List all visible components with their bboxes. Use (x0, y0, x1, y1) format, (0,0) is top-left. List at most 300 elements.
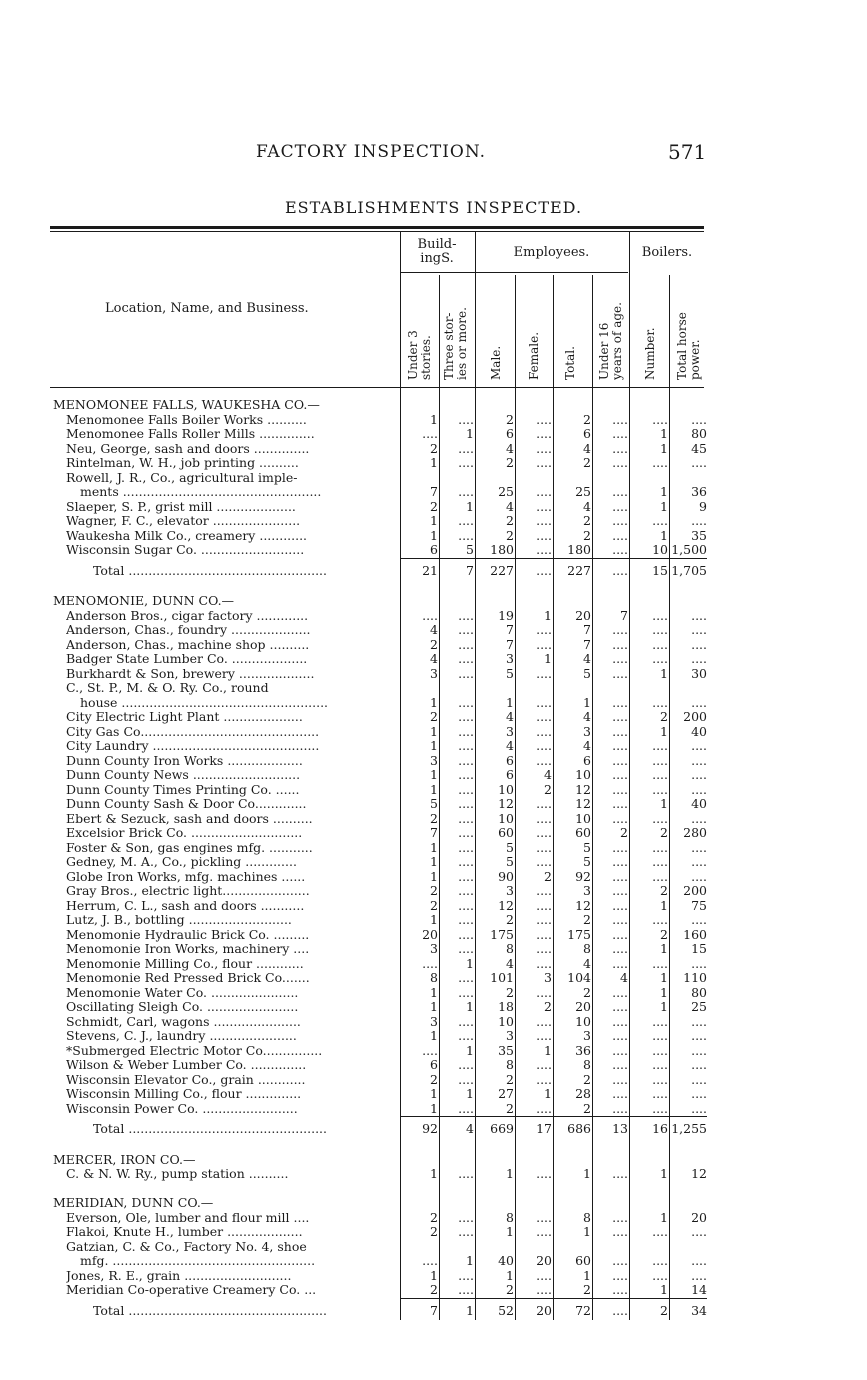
table-row (0, 986, 867, 1001)
cell-three-stories-or-more: .... (458, 839, 474, 855)
cell-under-3-stories: 3 (430, 752, 438, 768)
cell-under-3-stories: 3 (430, 941, 438, 956)
cell-horse-power: .... (691, 1267, 707, 1283)
cell-horse-power: 30 (691, 665, 707, 681)
cell-boiler-number: 1 (660, 440, 668, 456)
cell-male: 3 (506, 723, 514, 739)
table-row (0, 957, 867, 972)
cell-female: .... (536, 542, 552, 557)
cell-boiler-number: 1 (660, 723, 668, 739)
table-row (0, 855, 867, 870)
cell-male: 8 (506, 1057, 514, 1072)
cell-total: 3 (583, 1028, 591, 1043)
total-row (0, 1116, 867, 1138)
cell-horse-power: 1,255 (671, 1121, 707, 1136)
header-under-3-stories: Under 3 stories. (406, 330, 433, 380)
running-title: FACTORY INSPECTION. (256, 142, 487, 162)
row-label: Gatzian, C. & Co., Factory No. 4, shoe (66, 1239, 307, 1254)
cell-boiler-number: 1 (660, 999, 668, 1014)
cell-male: 6 (506, 426, 514, 441)
cell-three-stories-or-more: .... (458, 970, 474, 985)
table-row (0, 696, 867, 711)
row-label: Menomonie Water Co. ...................... (66, 985, 299, 1000)
cell-under-3-stories: 1 (430, 527, 438, 543)
boilers-header: Boilers. (641, 245, 693, 260)
cell-male: 180 (490, 542, 514, 557)
cell-female: .... (536, 955, 552, 971)
row-label: Ebert & Sezuck, sash and doors .......... (66, 811, 313, 826)
cell-horse-power: .... (691, 694, 707, 710)
row-label: Dunn County Times Printing Co. ...... (66, 782, 300, 797)
cell-under-3-stories: 3 (430, 665, 438, 681)
row-label: Excelsior Brick Co. ............................ (66, 826, 303, 840)
cell-three-stories-or-more: .... (458, 897, 474, 913)
cell-under-3-stories: 2 (430, 883, 438, 898)
cell-three-stories-or-more: .... (458, 738, 474, 753)
row-label: Anderson, Chas., foundry .................... (66, 623, 311, 637)
table-row (0, 1015, 867, 1030)
row-label: Menomonee Falls Roller Mills .............. (66, 427, 315, 441)
buildings-header: Build- ingS. (417, 237, 457, 266)
cell-female: .... (536, 562, 552, 578)
cell-boiler-number: 2 (660, 709, 668, 724)
cell-under-3-stories: 7 (430, 825, 438, 840)
cell-under-16: .... (612, 941, 628, 956)
cell-boiler-number: .... (652, 854, 668, 869)
cell-under-16: .... (612, 810, 628, 826)
table-row (0, 884, 867, 899)
cell-boiler-number: .... (652, 1267, 668, 1283)
cell-under-16: .... (612, 709, 628, 724)
cell-under-3-stories: 1 (430, 738, 438, 753)
cell-under-16: .... (612, 926, 628, 942)
cell-horse-power: .... (691, 1071, 707, 1087)
cell-female: .... (536, 455, 552, 470)
spacer-row (0, 580, 867, 595)
cell-three-stories-or-more: .... (458, 513, 474, 528)
cell-boiler-number: .... (652, 1224, 668, 1239)
cell-boiler-number: .... (652, 767, 668, 782)
cell-male: 90 (498, 868, 514, 884)
cell-under-3-stories: .... (422, 607, 438, 623)
cell-under-16: .... (612, 1267, 628, 1283)
cell-boiler-number: .... (652, 455, 668, 470)
cell-under-3-stories: 2 (430, 1224, 438, 1239)
cell-boiler-number: .... (652, 636, 668, 652)
table-row (0, 442, 867, 457)
cell-under-3-stories: 1 (430, 1267, 438, 1283)
cell-female: .... (536, 1071, 552, 1087)
cell-male: 2 (506, 513, 514, 528)
table-row (0, 638, 867, 653)
cell-boiler-number: .... (652, 1253, 668, 1268)
cell-under-16: .... (612, 411, 628, 427)
cell-under-3-stories: .... (422, 1042, 438, 1058)
cell-horse-power: .... (691, 1253, 707, 1268)
cell-three-stories-or-more: .... (458, 440, 474, 456)
table-row (0, 928, 867, 943)
cell-boiler-number: 1 (660, 941, 668, 956)
cell-female: .... (536, 912, 552, 927)
table-row (0, 783, 867, 798)
cell-horse-power: .... (691, 738, 707, 753)
cell-under-16: .... (612, 912, 628, 927)
cell-total: 2 (583, 984, 591, 1000)
row-label: Slaeper, S. P., grist mill .................... (66, 499, 296, 514)
cell-female: 2 (544, 868, 552, 884)
row-label: Dunn County Sash & Door Co............. (66, 797, 307, 811)
cell-total: 2 (583, 1282, 591, 1297)
cell-under-3-stories: 1 (430, 1028, 438, 1043)
cell-under-16: .... (612, 767, 628, 782)
cell-three-stories-or-more: .... (458, 1057, 474, 1072)
cell-boiler-number: .... (652, 1100, 668, 1116)
employees-header: Employees. (513, 245, 590, 260)
cell-total: 12 (575, 897, 591, 913)
cell-boiler-number: .... (652, 912, 668, 927)
cell-three-stories-or-more: .... (458, 1100, 474, 1116)
cell-under-3-stories: 1 (430, 868, 438, 884)
table-row (0, 1073, 867, 1088)
row-label: Burkhardt & Son, brewery ................... (66, 666, 315, 681)
cell-under-16: .... (612, 440, 628, 456)
cell-under-16: .... (612, 484, 628, 499)
cell-under-16: .... (612, 1071, 628, 1087)
cell-under-3-stories: 7 (430, 1302, 438, 1318)
cell-three-stories-or-more: .... (458, 926, 474, 942)
cell-under-3-stories: .... (422, 955, 438, 971)
cell-male: 40 (498, 1253, 514, 1268)
cell-under-3-stories: 5 (430, 796, 438, 811)
table-row (0, 543, 867, 558)
cell-horse-power: .... (691, 1042, 707, 1058)
table-row (0, 500, 867, 515)
row-label: Globe Iron Works, mfg. machines ...... (66, 869, 306, 884)
row-label: Dunn County Iron Works ................... (66, 753, 303, 768)
cell-three-stories-or-more: .... (458, 796, 474, 811)
cell-total: 5 (583, 854, 591, 869)
cell-horse-power: 25 (691, 999, 707, 1014)
section-title: ESTABLISHMENTS INSPECTED. (284, 198, 583, 217)
cell-horse-power: 40 (691, 796, 707, 811)
row-label: Gedney, M. A., Co., pickling ............. (66, 855, 297, 869)
cell-horse-power: 40 (691, 723, 707, 739)
cell-under-16: .... (612, 1253, 628, 1268)
header-horse-power: Total horse power. (675, 312, 702, 380)
cell-horse-power: 34 (691, 1302, 707, 1318)
cell-total: 3 (583, 883, 591, 898)
cell-three-stories-or-more: 4 (466, 1121, 474, 1136)
row-label: City Electric Light Plant .................... (66, 710, 303, 724)
cell-horse-power: 36 (691, 484, 707, 499)
row-label: Gray Bros., electric light...................... (66, 884, 310, 898)
cell-boiler-number: 1 (660, 1282, 668, 1297)
cell-male: 4 (506, 498, 514, 514)
table-row (0, 1000, 867, 1015)
row-label: City Laundry .......................................... (66, 739, 320, 753)
cell-male: 52 (498, 1302, 514, 1318)
cell-under-16: .... (612, 999, 628, 1014)
table-row (0, 768, 867, 783)
cell-under-3-stories: 8 (430, 970, 438, 985)
cell-three-stories-or-more: .... (458, 825, 474, 840)
cell-under-3-stories: 1 (430, 411, 438, 427)
section-label: MERIDIAN, DUNN CO.— (53, 1196, 214, 1210)
cell-total: 72 (575, 1302, 591, 1318)
cell-three-stories-or-more: 5 (466, 542, 474, 557)
cell-three-stories-or-more: .... (458, 1209, 474, 1225)
cell-total: 12 (575, 796, 591, 811)
cell-under-16: .... (612, 1057, 628, 1072)
cell-under-3-stories: 1 (430, 513, 438, 528)
cell-female: .... (536, 1267, 552, 1283)
row-label: C. & N. W. Ry., pump station .......... (66, 1167, 289, 1181)
cell-under-16: .... (612, 796, 628, 811)
spacer-row (0, 1182, 867, 1197)
row-label: Menomonie Hydraulic Brick Co. ......... (66, 927, 310, 942)
cell-boiler-number: 1 (660, 796, 668, 811)
cell-three-stories-or-more: 1 (466, 1086, 474, 1101)
cell-boiler-number: .... (652, 868, 668, 884)
cell-female: .... (536, 984, 552, 1000)
cell-male: 19 (498, 607, 514, 623)
cell-boiler-number: 1 (660, 498, 668, 514)
cell-total: 2 (583, 1071, 591, 1087)
cell-total: 2 (583, 527, 591, 543)
table-top-rule (50, 226, 704, 229)
cell-three-stories-or-more: .... (458, 1224, 474, 1239)
cell-under-16: .... (612, 984, 628, 1000)
cell-three-stories-or-more: .... (458, 1166, 474, 1181)
header-total: Total. (563, 346, 577, 380)
cell-under-16: .... (612, 636, 628, 652)
cell-under-3-stories: 4 (430, 622, 438, 637)
cell-total: 1 (583, 1267, 591, 1283)
cell-female: .... (536, 723, 552, 739)
row-label: Menomonie Milling Co., flour ............ (66, 956, 304, 971)
cell-female: 20 (536, 1253, 552, 1268)
table-row (0, 841, 867, 856)
cell-horse-power: .... (691, 854, 707, 869)
table-row (0, 913, 867, 928)
cell-total: 7 (583, 622, 591, 637)
cell-total: 1 (583, 1224, 591, 1239)
table-row (0, 485, 867, 500)
cell-under-16: .... (612, 694, 628, 710)
cell-total: 2 (583, 1100, 591, 1116)
cell-female: .... (536, 810, 552, 826)
cell-male: 669 (490, 1121, 514, 1136)
cell-total: 180 (567, 542, 591, 557)
cell-total: 2 (583, 455, 591, 470)
table-row (0, 1087, 867, 1102)
cell-horse-power: .... (691, 1057, 707, 1072)
cell-female: 17 (536, 1121, 552, 1136)
row-label: Wisconsin Power Co. ........................ (66, 1101, 298, 1116)
cell-horse-power: .... (691, 636, 707, 652)
cell-total: 7 (583, 636, 591, 652)
cell-under-3-stories: 1 (430, 1166, 438, 1181)
cell-horse-power: 75 (691, 897, 707, 913)
cell-male: 5 (506, 854, 514, 869)
cell-female: .... (536, 825, 552, 840)
cell-female: 2 (544, 781, 552, 797)
cell-three-stories-or-more: 1 (466, 999, 474, 1014)
cell-male: 5 (506, 665, 514, 681)
cell-total: 4 (583, 498, 591, 514)
cell-boiler-number: .... (652, 752, 668, 768)
total-row (0, 558, 867, 580)
row-label: Meridian Co-operative Creamery Co. ... (66, 1283, 317, 1297)
cell-horse-power: .... (691, 752, 707, 768)
cell-female: .... (536, 738, 552, 753)
cell-total: 10 (575, 1013, 591, 1029)
cell-three-stories-or-more: .... (458, 607, 474, 623)
table-row (0, 826, 867, 841)
cell-boiler-number: .... (652, 781, 668, 797)
table-row (0, 870, 867, 885)
cell-female: 1 (544, 1086, 552, 1101)
section-heading-row (0, 594, 867, 609)
cell-total: 10 (575, 767, 591, 782)
row-label: Badger State Lumber Co. ................... (66, 652, 308, 666)
cell-male: 10 (498, 810, 514, 826)
table-row (0, 514, 867, 529)
cell-three-stories-or-more: .... (458, 1071, 474, 1087)
cell-male: 3 (506, 883, 514, 898)
cell-boiler-number: 1 (660, 984, 668, 1000)
row-label: Flakoi, Knute H., lumber ................... (66, 1225, 303, 1239)
cell-horse-power: 160 (683, 926, 707, 942)
cell-under-16: .... (612, 622, 628, 637)
cell-under-3-stories: 1 (430, 723, 438, 739)
cell-total: 8 (583, 1057, 591, 1072)
cell-boiler-number: 2 (660, 1302, 668, 1318)
cell-under-3-stories: 7 (430, 484, 438, 499)
cell-under-3-stories: 2 (430, 636, 438, 652)
cell-male: 60 (498, 825, 514, 840)
cell-female: .... (536, 498, 552, 514)
cell-under-16: .... (612, 455, 628, 470)
cell-boiler-number: 16 (652, 1121, 668, 1136)
row-label: ments .................................................. (80, 485, 322, 499)
cell-boiler-number: 1 (660, 970, 668, 985)
cell-under-16: .... (612, 1224, 628, 1239)
cell-under-3-stories: 21 (422, 562, 438, 578)
header-female: Female. (527, 331, 541, 380)
cell-under-16: .... (612, 1086, 628, 1101)
cell-male: 4 (506, 440, 514, 456)
cell-female: .... (536, 411, 552, 427)
cell-under-16: .... (612, 498, 628, 514)
section-label: MENOMONEE FALLS, WAUKESHA CO.— (53, 398, 320, 412)
cell-three-stories-or-more: 1 (466, 1253, 474, 1268)
cell-horse-power: .... (691, 810, 707, 826)
table-row (0, 899, 867, 914)
cell-female: 1 (544, 1042, 552, 1058)
cell-boiler-number: .... (652, 1057, 668, 1072)
table-row (0, 725, 867, 740)
cell-under-16: .... (612, 1042, 628, 1058)
row-label: house .................................................... (80, 695, 329, 710)
cell-under-3-stories: 2 (430, 1282, 438, 1297)
cell-female: 1 (544, 651, 552, 666)
table-row (0, 1058, 867, 1073)
cell-under-16: .... (612, 839, 628, 855)
cell-horse-power: 200 (683, 883, 707, 898)
cell-male: 4 (506, 738, 514, 753)
row-label: City Gas Co............................................. (66, 724, 320, 739)
cell-three-stories-or-more: .... (458, 709, 474, 724)
cell-three-stories-or-more: .... (458, 484, 474, 499)
cell-boiler-number: 1 (660, 426, 668, 441)
page-number: 571 (668, 140, 707, 164)
table-row (0, 942, 867, 957)
cell-three-stories-or-more: .... (458, 781, 474, 797)
cell-female: .... (536, 1028, 552, 1043)
cell-under-16: .... (612, 1302, 628, 1318)
cell-male: 2 (506, 1071, 514, 1087)
page-header (0, 142, 867, 168)
cell-horse-power: .... (691, 1100, 707, 1116)
cell-male: 10 (498, 1013, 514, 1029)
cell-female: .... (536, 1166, 552, 1181)
cell-male: 1 (506, 1166, 514, 1181)
cell-female: 2 (544, 999, 552, 1014)
cell-under-3-stories: 2 (430, 498, 438, 514)
header-bottom-rule (50, 387, 704, 388)
cell-female: 1 (544, 607, 552, 623)
cell-horse-power: .... (691, 955, 707, 971)
cell-female: .... (536, 636, 552, 652)
section-label: MENOMONIE, DUNN CO.— (53, 594, 235, 608)
cell-total: 6 (583, 752, 591, 768)
cell-under-16: .... (612, 651, 628, 666)
row-label: Stevens, C. J., laundry ...................... (66, 1029, 297, 1043)
cell-three-stories-or-more: .... (458, 622, 474, 637)
cell-horse-power: 20 (691, 1209, 707, 1225)
cell-boiler-number: .... (652, 607, 668, 623)
cell-total: 36 (575, 1042, 591, 1058)
cell-horse-power: 14 (691, 1282, 707, 1297)
cell-under-16: .... (612, 897, 628, 913)
cell-female: .... (536, 694, 552, 710)
cell-under-3-stories: 92 (422, 1121, 438, 1136)
table-row (0, 456, 867, 471)
cell-boiler-number: .... (652, 1086, 668, 1101)
cell-female: 4 (544, 767, 552, 782)
cell-under-16: .... (612, 665, 628, 681)
cell-total: 20 (575, 999, 591, 1014)
cell-total: 4 (583, 651, 591, 666)
table-row (0, 1269, 867, 1284)
cell-under-16: .... (612, 1100, 628, 1116)
cell-boiler-number: .... (652, 411, 668, 427)
cell-total: 4 (583, 709, 591, 724)
cell-total: 227 (567, 562, 591, 578)
cell-horse-power: .... (691, 1013, 707, 1029)
cell-male: 2 (506, 411, 514, 427)
cell-male: 8 (506, 941, 514, 956)
cell-three-stories-or-more: .... (458, 941, 474, 956)
cell-horse-power: .... (691, 1224, 707, 1239)
cell-total: 2 (583, 411, 591, 427)
cell-three-stories-or-more: 1 (466, 1302, 474, 1318)
table-row (0, 652, 867, 667)
table-row (0, 529, 867, 544)
row-label: Anderson Bros., cigar factory ............. (66, 608, 309, 623)
cell-under-3-stories: 1 (430, 455, 438, 470)
